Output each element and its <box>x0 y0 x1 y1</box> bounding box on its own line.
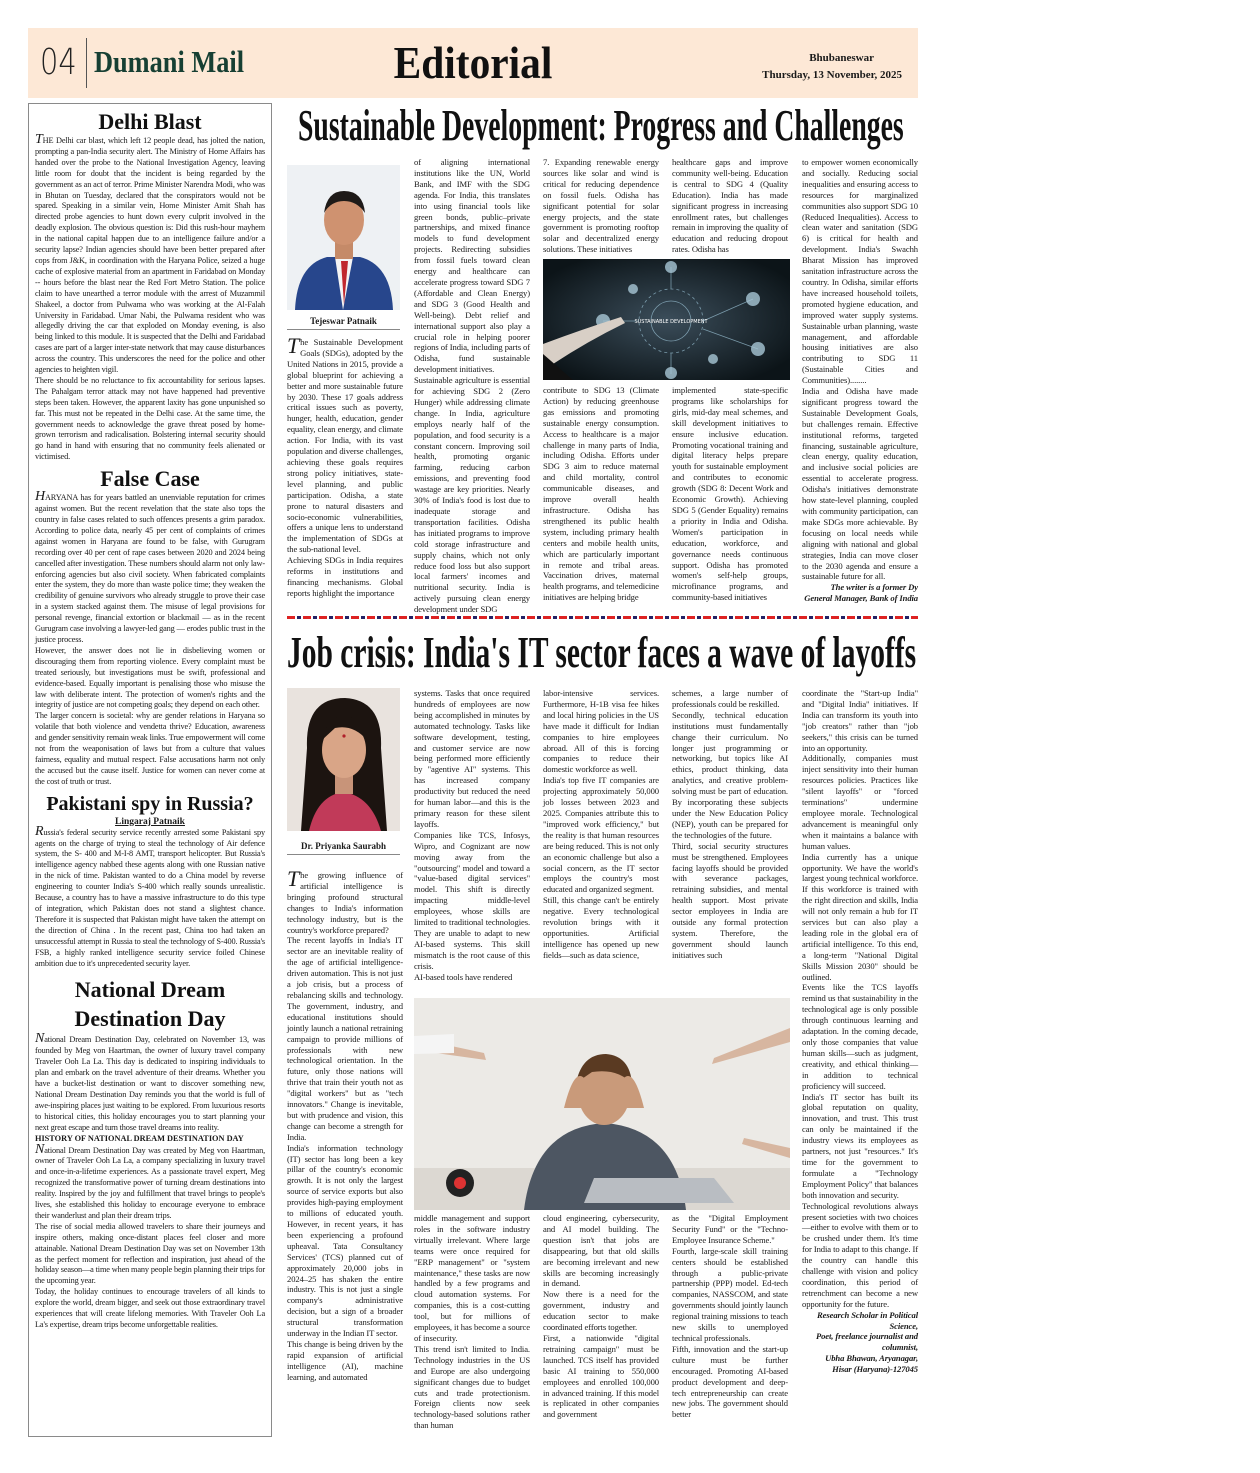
editorial-heading: False Case <box>100 466 200 492</box>
editorial-body <box>35 823 265 970</box>
paragraph: Now there is a need for the government, industry and education sector to make coordinated efforts together. <box>543 1289 659 1333</box>
paragraph: The larger concern is societal: why are gender relations in Haryana so volatile that both violence and vendetta thrive? Education, awareness and gender sensitivity remain weak links. True empowerment will come not from the weaponisation of laws but from a culture that values fairness, equality and mutual respect. False accusations harm not only the accused but the cause itself. Justice for women can never come at the cost of truth or trust. <box>35 711 265 786</box>
article-column <box>543 157 659 257</box>
editorial-body <box>35 1031 265 1133</box>
paragraph: THE Delhi car blast, which left 12 people dead, has jolted the nation, prompting a pan-India security alert. The Ministry of Home Affairs has handed over the probe to the National Investigation Agency, leaving little room for doubt that the incident is being regarded by the government as an act of terror. Prime Minister Narendra Modi, who was in Bhutan on Tuesday, declared that the conspirators would not be spared. Speaking in a similar vein, Home Minister Amit Shah has directed probe agencies to hunt down every culprit involved in the deadly explosion. The obvious question is: Did this rush-hour mayhem in the national capital happen due to an intelligence failure and/or a security lapse? Indian agencies should have been better prepared after cops from J&K, in coordination with the Haryana Police, seized a huge cache of explosive material from an apartment in Faridabad on Monday -- hours before the blast near the Red Fort Metro Station. The police claim to have unearthed a terror module with the arrest of Muzammil Shakeel, a doctor from Pulwama who was working at the Al-Falah University in Faridabad. Umar Nabi, the Pulwama resident who was allegedly driving the car that exploded on Monday evening, is also being linked to this module. It is suspected that the Delhi and Faridabad cases are part of a larger inter-state network that may cause disturbances across the country. This underscores the need for the police and other agencies to heighten vigil. <box>35 132 265 375</box>
editorial-body <box>35 132 265 463</box>
editorial-heading: Pakistani spy in Russia? <box>46 792 254 815</box>
paragraph: Additionally, companies must inject sensitivity into their human resources policies. Practices like "silent layoffs" or "forced terminations" undermine employee morale. Technological advancement is meaningful only when it maintains a balance with human values. <box>802 753 918 851</box>
section-divider <box>287 616 918 619</box>
article-headline: Sustainable Development: Progress and Challenges <box>298 101 904 150</box>
author-photo <box>287 688 400 831</box>
article-column <box>543 385 659 605</box>
paragraph: cloud engineering, cybersecurity, and AI model building. The question isn't that jobs are disappearing, but that old skills are becoming irrelevant and new skills are becoming increasingly in demand. <box>543 1213 659 1289</box>
paragraph: healthcare gaps and improve community well-being. Education is central to SDG 4 (Quality Education). India has made significant progress in increasing enrollment rates, but challenges remain in improving the quality of education and reducing dropout rates. Odisha has <box>672 157 788 255</box>
paragraph: Events like the TCS layoffs remind us that sustainability in the technological age is only possible through continuous learning and adaptation. In the coming decade, only those companies that value human skills—such as judgment, creativity, and ethical thinking—in addition to technical proficiency will succeed. <box>802 982 918 1091</box>
editorial-heading: Delhi Blast <box>98 109 202 134</box>
subheading: HISTORY OF NATIONAL DREAM DESTINATION DAY <box>35 1133 244 1143</box>
paragraph: contribute to SDG 13 (Climate Action) by reducing greenhouse gas emissions and promoting sustainable energy consumption. Access to healthcare is a major challenge in many parts of India, including Odisha. Efforts under SDG 3 aim to reduce maternal and child mortality, control communicable diseases, and improve overall health infrastructure. Odisha has strengthened its public health system, including primary health centers and mobile health units, which are particularly important in remote and tribal areas. Vaccination drives, maternal health programs, and telemedicine initiatives are helping bridge <box>543 385 659 603</box>
paragraph: AI-based tools have rendered <box>414 971 513 982</box>
author-photo <box>287 165 400 310</box>
author-note: Ubha Bhawan, Aryanagar, <box>825 1353 918 1364</box>
paragraph: Sustainable agriculture is essential for achieving SDG 2 (Zero Hunger) while addressing climate change. In India, agriculture employs nearly half of the population, and food security is a constant concern. Improving soil health, promoting organic farming, reducing carbon emissions, and preventing food wastage are key priorities. Nearly 30% of India's food is lost due to inadequate storage and transportation facilities. Odisha has initiated programs to improve cold storage infrastructure and supply chains, which not only reduce food loss but also support local farmers' incomes and nutritional security. India is actively pursuing clean energy development under SDG <box>414 375 530 615</box>
layoff-stress-image <box>414 998 790 1210</box>
author-caption: Tejeswar Patnaik <box>287 316 400 330</box>
sustainable-development-image <box>543 259 790 380</box>
image-label: SUSTAINABLE DEVELOPMENT <box>634 319 708 325</box>
paragraph: There should be no reluctance to fix accountability for serious lapses. The Pahalgam terror attack may not have happened had preventive steps been taken. However, the apparent laxity has gone unpunished so far. This must not be repeated in the Delhi case. At the same time, the government needs to acknowledge the grave threat posed by home-grown terrorism and radicalisation. Bolstering internal security should go hand in hand with ensuring that no community feels alienated or victimised. <box>35 375 265 462</box>
article-column <box>414 1213 530 1437</box>
paragraph: The recent layoffs in India's IT sector are an inevitable reality of the age of artificial intelligence-driven automation. This is not just a job crisis, but a process of rebalancing skills and technology. The government, industry, and educational institutions should jointly launch a national retraining campaign to provide millions of professionals with new technological orientation. In the future, only those nations will thrive that train their youth not as "digital workers" but as "tech innovators." Change is inevitable, but with prudence and vision, this change can become a strength for India. <box>287 935 403 1142</box>
paragraph: 7. Expanding renewable energy sources like solar and wind is critical for reducing dependence on fossil fuels. Odisha has significant potential for solar energy projects, and the state government is promoting rooftop solar and decentralized energy solutions. These initiatives <box>543 157 659 255</box>
paragraph: Fourth, large-scale skill training centers should be established through a public-private partnership (PPP) model. Ed-tech companies, NASSCOM, and state governments should jointly launch regional training missions to teach new skills to unemployed technical professionals. <box>672 1245 788 1343</box>
paragraph: of aligning international institutions like the UN, World Bank, and IMF with the SDG agenda. For India, this translates into using financial tools like green bonds, public–private partnerships, and mixed finance models to fund development projects. Redirecting subsidies from fossil fuels toward clean energy and healthcare can accelerate progress toward SDG 7 (Affordable and Clean Energy) and SDG 3 (Good Health and Well-being). Debt relief and international support also play a crucial role in helping poorer regions of India, including parts of Odisha, fund sustainable development initiatives. <box>414 157 530 375</box>
article-column <box>287 866 403 1437</box>
paragraph: as the "Digital Employment Security Fund" or the "Techno-Employee Insurance Scheme." <box>672 1213 788 1245</box>
paragraph: Today, the holiday continues to encourage travelers of all kinds to explore the world, dream bigger, and seek out those extraordinary travel experiences that will create lifelong memories. With Traveler Ooh La La's expertise, dream trips become unforgettable realities. <box>35 1287 265 1329</box>
paragraph: First, a nationwide "digital retraining campaign" must be launched. TCS itself has provided basic AI training to 550,000 employees and enrolled 100,000 in advanced training. If this model is replicated in other companies and government <box>543 1332 659 1420</box>
paragraph: National Dream Destination Day was created by Meg von Haartman, owner of Traveler Ooh La La, a company specializing in luxury travel and once-in-a-lifetime experiences. As a passionate travel expert, Meg recognized the transformative power of turning dream destinations into reality. Inspired by the joy and fulfillment that travel brings to people's lives, she established this holiday to encourage everyone to embrace their wanderlust and plan their dream trips. <box>35 1141 265 1220</box>
author-note: The writer is a former Dy General Manager, Bank of India <box>804 582 918 604</box>
paragraph: coordinate the "Start-up India" and "Digital India" initiatives. If India can transform its youth into "job creators" rather than "job seekers," this crisis can be turned into an opportunity. <box>802 688 918 753</box>
masthead <box>28 28 918 98</box>
paragraph: The Sustainable Development Goals (SDGs), adopted by the United Nations in 2015, provide a global blueprint for achieving a better and more sustainable future by 2030. These 17 goals address critical issues such as poverty, hunger, health, education, gender equality, clean energy, and climate action. For India, with its vast population and diverse challenges, achieving these goals requires strong policy initiatives, state-level planning, and public participation. Odisha, a state prone to natural disasters and socio-economic vulnerabilities, offers a unique lens to understand the implementation of SDGs at the sub-national level. <box>287 333 403 555</box>
paragraph: Secondly, technical education institutions must fundamentally change their curriculum. No longer just programming or networking, but topics like AI ethics, product thinking, data analytics, and creative problem-solving must be part of education. By incorporating these subjects under the New Education Policy (NEP), youth can be prepared for the technologies of the future. <box>672 709 788 840</box>
newspaper-name: Dumani Mail <box>94 44 245 79</box>
edition-city: Bhubaneswar <box>809 52 874 64</box>
editorial-body <box>35 489 265 787</box>
article-column <box>672 385 788 605</box>
paragraph: India's IT sector has built its global reputation on quality, innovation, and trust. This trust can only be maintained if the industry views its employees as partners, not just "resources." It's time for the government to formulate a "Technology Employment Policy" that balances both innovation and security. <box>802 1091 918 1200</box>
paragraph: Companies like TCS, Infosys, Wipro, and Cognizant are now moving away from the "outsourcing" model and toward a "value-based digital services" model. This shift is directly impacting middle-level employees, whose skills are limited to traditional technologies. They are unable to adapt to new AI-based systems. This skill mismatch is the root cause of this crisis. <box>414 829 530 971</box>
divider <box>86 38 87 88</box>
article-paragraphs <box>802 688 918 1310</box>
article-column <box>414 688 530 996</box>
paragraph: This change is being driven by the rapid expansion of artificial intelligence (AI), machine learning, and automated <box>287 1338 403 1382</box>
paragraph: However, the answer does not lie in disbelieving women or discouraging them from reporting violence. Every complaint must be treated seriously, but investigations must be swift, professional and evidence-based. Equally important is penalising those who misuse the law with deliberate intent. The protection of women's rights and the integrity of justice are not competing goals; they depend on each other. <box>35 645 265 710</box>
paragraph: India and Odisha have made significant progress toward the Sustainable Development Goals, but challenges remain. Effective institutional reforms, targeted financing, sustainable agriculture, clean energy, quality education, and inclusive social policies are essential to accelerate progress. Odisha's initiatives demonstrate how state-level planning, coupled with community participation, can make SDGs more achievable. By focusing on local needs while aligning with national and global strategies, India can move closer to the 2030 agenda and ensure a sustainable future for all. <box>802 386 918 582</box>
article-column <box>672 688 788 996</box>
article-column <box>543 1213 659 1437</box>
paragraph: Technological revolutions always present societies with two choices—either to evolve with them or to be crushed under them. It's time for India to adapt to this change. If the country can handle this challenge with vision and policy coordination, this period of retrenchment can become a new opportunity for the future. <box>802 1200 918 1309</box>
paragraph: systems. Tasks that once required hundreds of employees are now being accomplished in minutes by automated technology. Tasks like software development, testing, and customer service are now being performed more efficiently by "agentive AI" systems. This has increased company productivity but reduced the need for human labor—and this is the primary reason for these silent layoffs. <box>414 688 530 829</box>
author-note: Hisar (Haryana)-127045 <box>832 1364 918 1375</box>
paragraph: HARYANA has for years battled an unenviable reputation for crimes against women. But the recent revelation that the state also tops the country in false cases related to such offences presents a grim paradox. According to police data, nearly 45 per cent of complaints of crimes against women in Haryana are found to be false, with Gurugram recording over 40 per cent of rape cases between 2020 and 2024 being cancelled after investigation. These numbers should alarm not only law-enforcing agencies but also civil society. When fabricated complaints enter the system, they do more than waste police time; they weaken the credibility of genuine survivors who already struggle to prove their case in a system stacked against them. The misuse of legal provisions for personal revenge, financial extortion or blackmail — as in the recent Gurugram case involving a lawyer-led gang — erodes public trust in the justice process. <box>35 489 265 644</box>
paragraph: middle management and support roles in the software industry virtually irrelevant. Where large teams were once required for "ERP management" or "system maintenance," these tasks are now handled by a few programs and cloud automation systems. For companies, this is a cost-cutting tool, but for millions of employees, it has become a source of insecurity. <box>414 1213 530 1343</box>
article-headline: Job crisis: India's IT sector faces a wave of layoffs <box>287 628 917 677</box>
editorial-body <box>35 1141 265 1331</box>
paragraph: India's information technology (IT) sector has long been a key pillar of the country's economic growth. It is not only the largest source of service exports but also provides high-paying employment to millions of educated youth. However, in recent years, it has been experiencing a profound upheaval. Tata Consultancy Services' (TCS) planned cut of approximately 20,000 jobs in 2024–25 has shaken the entire industry. This is not just a single company's administrative decision, but a sign of a broader structural transformation underway in the Indian IT sector. <box>287 1142 403 1339</box>
paragraph: India currently has a unique opportunity. We have the world's largest young technical workforce. If this workforce is trained with the right direction and skills, India will not only remain a hub for IT services but can also play a leading role in the global era of artificial intelligence. To this end, a long-term "National Digital Skills Mission 2030" should be outlined. <box>802 851 918 982</box>
article-column <box>802 688 918 1438</box>
paragraph: The growing influence of artificial intelligence is bringing profound structural changes to India's information technology industry, but is the country's workforce prepared? <box>287 866 403 935</box>
article-headline-wrap <box>298 103 904 149</box>
edition-date: Thursday, 13 November, 2025 <box>762 69 902 81</box>
article-column <box>543 688 659 996</box>
paragraph: labor-intensive services. Furthermore, H-1B visa fee hikes and local hiring policies in the US have made it difficult for Indian companies to hire employees abroad. All of this is forcing companies to reduce their domestic workforce as well. <box>543 688 659 775</box>
paragraph: National Dream Destination Day, celebrated on November 13, was founded by Meg von Haartman, the owner of luxury travel company Traveler Ooh La La. This day is dedicated to inspiring individuals to plan and embark on the travel adventure of their dreams. Whether you have a bucket-list destination or want to discover something new, National Dream Destination Day reminds you that the world is full of awe-inspiring places just waiting to be explored. From luxurious resorts to historical cities, this holiday encourages you to start planning your next great escape and turn those travel dreams into reality. <box>35 1031 265 1132</box>
author-caption: Dr. Priyanka Saurabh <box>287 841 400 855</box>
paragraph: Russia's federal security service recently arrested some Pakistani spy agents on the charge of trying to steal the technology of Air defence system, the S- 400 and M-I-8 AMT, transport helicopter. But Russia's intelligence agency nabbed these agents along with one Russian native in the nick of time. Pakistan wanted to do a China model by reverse engineering to counter India's S-400 which really sounds unrealistic. Because, a country has to have a massive infrastructure to do this type of integration, which Pakistan does not stand a slightest chance. Therefore it is suspected that Pakistan might have taken the attempt on the direction of China . In the recent past, China too had taken an unsuccessful attempt in Russia to steal the technology of S-400. Russia's FSB, a highly ranked intelligence security service foiled Chinese ambition due to it's unprecedented security layer. <box>35 823 265 968</box>
paragraph: India's top five IT companies are projecting approximately 50,000 job losses between 2023 and 2025. Companies attribute this to "improved work efficiency," but the reality is that human resources are being reduced. This is not only an economic challenge but also a social concern, as the IT sector employs the country's most educated and organized segment. <box>543 775 659 895</box>
paragraph: Fifth, innovation and the start-up culture must be further encouraged. Promoting AI-based product development and deep-tech entrepreneurship can create new jobs. The government should better <box>672 1343 788 1420</box>
paragraph: The rise of social media allowed travelers to share their journeys and inspire others, making once-distant places feel closer and more attainable. National Dream Destination Day was set on November 13th as the perfect moment for reflection and inspiration, just ahead of the holiday season—a time when many people begin planning their trips for the upcoming year. <box>35 1221 265 1286</box>
page-number: 04 <box>40 42 77 83</box>
paragraph: This trend isn't limited to India. Technology industries in the US and Europe are also undergoing significant changes due to budget cuts and trade protectionism. Foreign clients now seek technology-based solutions rather than human <box>414 1343 530 1431</box>
paragraph: schemes, a large number of professionals could be reskilled. <box>672 688 788 709</box>
article-column <box>414 157 530 615</box>
author-note: Research Scholar in Political Science, <box>817 1309 918 1331</box>
paragraph: Third, social security structures must be strengthened. Employees facing layoffs should be provided with severance packages, retraining subsidies, and mental health support. Most private sector employees in India are outside any formal protection system. Therefore, the government should launch initiatives such <box>672 840 788 960</box>
article-headline-wrap <box>287 630 916 676</box>
byline: Lingaraj Patnaik <box>115 816 185 827</box>
article-column <box>672 1213 788 1437</box>
article-column <box>672 157 788 257</box>
paragraph: Achieving SDGs in India requires reforms in institutions and financing mechanisms. Global reports highlight the importance <box>287 555 403 598</box>
article-paragraphs <box>802 157 918 582</box>
article-column <box>287 333 403 605</box>
author-note: Poet, freelance journalist and columnist, <box>815 1331 918 1353</box>
section-title: Editorial <box>393 37 553 88</box>
editorial-heading: National Dream Destination Day <box>74 977 226 1032</box>
paragraph: implemented state-specific programs like scholarships for girls, mid-day meal schemes, and skill development initiatives to ensure inclusive education. Promoting vocational training and digital literacy helps prepare youth for sustainable employment and contributes to economic growth (SDG 8: Decent Work and Economic Growth). Achieving SDG 5 (Gender Equality) remains a priority in India and Odisha. Women's participation in education, workforce, and governance needs continuous support. Odisha has promoted women's self-help groups, microfinance programs, and community-based initiatives <box>672 385 788 603</box>
paragraph: Still, this change can't be entirely negative. Every technological revolution brings with it opportunities. Artificial intelligence has opened up new fields—such as data science, <box>543 895 659 960</box>
paragraph: to empower women economically and socially. Reducing social inequalities and ensuring access to resources for marginalized communities also support SDG 10 (Reduced Inequalities). Access to clean water and sanitation (SDG 6) is critical for health and development. India's Swachh Bharat Mission has improved sanitation infrastructure across the country. In Odisha, similar efforts have increased household toilets, promoted hygiene education, and improved water supply systems. Sustainable urban planning, waste management, and affordable housing initiatives are also contributing to SDG 11 (Sustainable Cities and Communities)........ <box>802 157 918 386</box>
article-column <box>802 157 918 609</box>
left-editorial-column <box>28 103 272 1437</box>
